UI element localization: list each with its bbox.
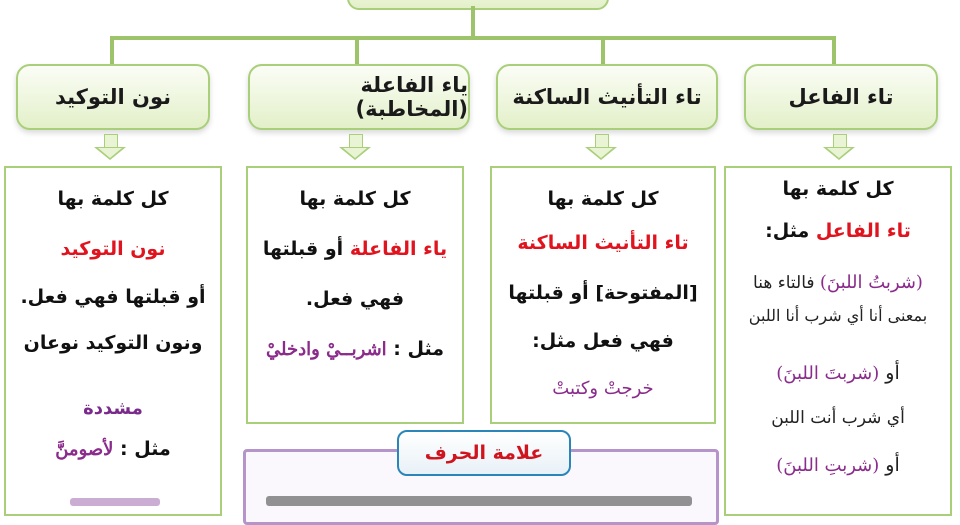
box-line: أو (شربتِ اللبنَ) (776, 454, 900, 476)
box-line: ياء الفاعلة أو قبلتها (262, 238, 448, 260)
box-line: أي شرب أنت اللبن (771, 408, 905, 428)
box-line: فهي فعل. (305, 288, 405, 310)
connector-horizontal (110, 36, 836, 40)
box-line: ونون التوكيد نوعان (23, 332, 203, 354)
highlight-term: تاء التأنيث الساكنة (517, 232, 689, 254)
sign-title (397, 430, 571, 476)
box-line: مثل : لأصومنَّ (55, 438, 171, 460)
box-intro: كل كلمة بها (57, 188, 169, 210)
clipped-text (70, 498, 160, 506)
sign-title-label: علامة الحرف (424, 442, 544, 464)
example-text: (شربتُ اللبنَ) (819, 272, 923, 293)
connector-drop-3 (601, 36, 605, 64)
node-ya-alfaila (248, 64, 470, 130)
box-line: [المفتوحة] أو قبلتها (508, 282, 698, 304)
node-label: ياء الفاعلة (المخاطبة) (355, 73, 468, 121)
node-ta-altanith (496, 64, 718, 130)
node-label: تاء التأنيث الساكنة (512, 85, 702, 109)
type-label: مشددة (83, 398, 143, 419)
box-line: أو (شربتَ اللبنَ) (776, 362, 900, 384)
content-box-ya-alfaila (246, 166, 464, 424)
clipped-text (266, 496, 692, 506)
box-line: بمعنى أنا أي شرب أنا اللبن (748, 306, 928, 325)
example-text: خرجتْ وكتبتْ (552, 378, 654, 399)
example-text: (شربتِ اللبنَ) (776, 455, 880, 476)
box-line: فهي فعل مثل: (532, 330, 674, 352)
connector-drop-2 (355, 36, 359, 64)
box-intro: كل كلمة بها (299, 188, 411, 210)
example-text: (شربتَ اللبنَ) (776, 363, 880, 384)
box-line: مثل : اشربــيْ وادخليْ (266, 338, 444, 360)
root-node (347, 0, 609, 10)
highlight-term: نون التوكيد (60, 238, 166, 260)
node-ta-alfail (744, 64, 938, 130)
connector-drop-1 (110, 36, 114, 64)
example-text: اشربــيْ وادخليْ (266, 339, 387, 360)
box-intro: كل كلمة بها (547, 188, 659, 210)
content-box-ta-alfail (724, 166, 952, 516)
example-text: لأصومنَّ (55, 439, 114, 460)
connector-drop-4 (832, 36, 836, 64)
node-label: نون التوكيد (54, 85, 172, 109)
node-label: تاء الفاعل (788, 85, 894, 109)
content-box-nun-altawkid (4, 166, 222, 516)
highlight-term: ياء الفاعلة (349, 238, 448, 260)
box-line: أو قبلتها فهي فعل. (20, 286, 206, 308)
box-line: تاء الفاعل مثل: (765, 220, 911, 242)
content-box-ta-altanith (490, 166, 716, 424)
box-intro: كل كلمة بها (782, 178, 894, 200)
highlight-term: تاء الفاعل (815, 220, 911, 242)
box-line: (شربتُ اللبنَ) فالتاء هنا (753, 272, 923, 293)
connector-root-stem (471, 6, 475, 38)
node-nun-altawkid (16, 64, 210, 130)
